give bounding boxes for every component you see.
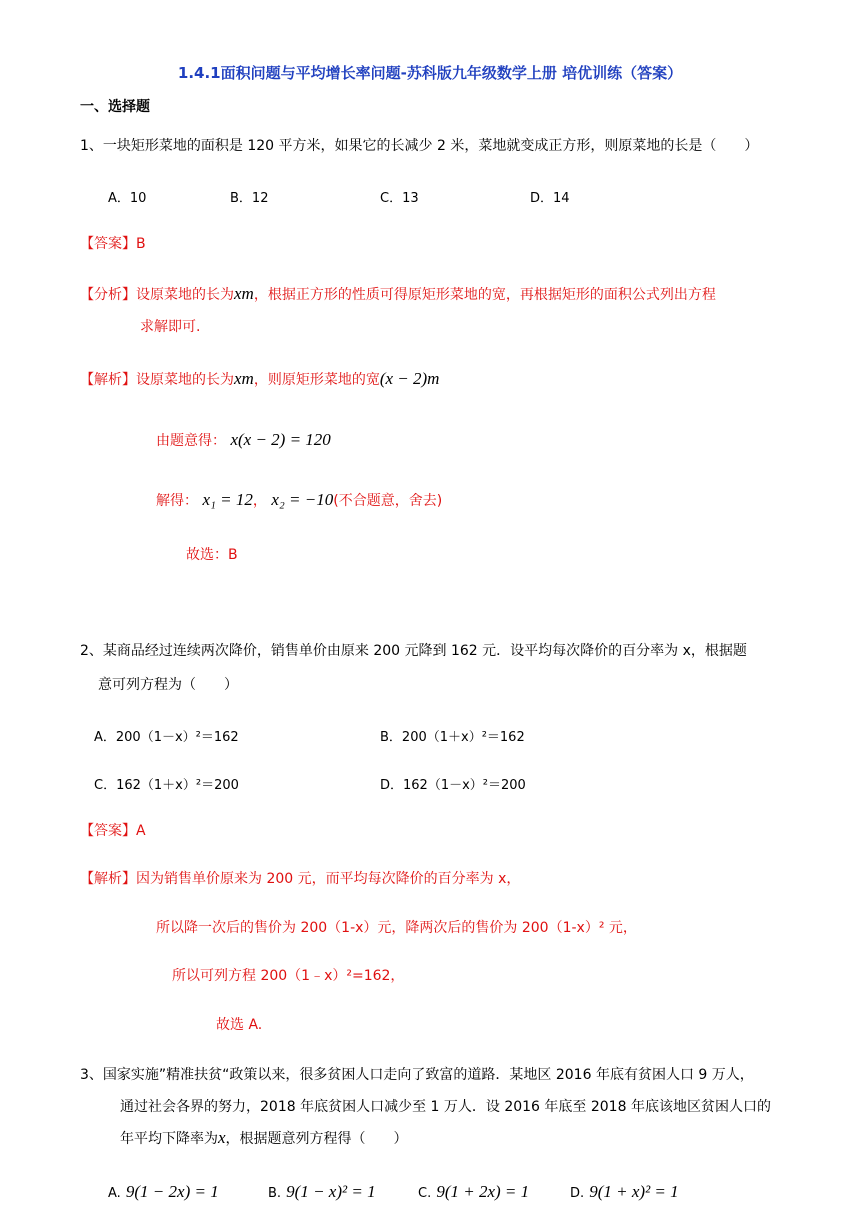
step1-label: 由题意得： [156,433,226,449]
q1-analysis-line1 [80,284,716,305]
q1-step1 [156,430,331,451]
solution-text-b: ，则原矩形菜地的宽 [253,372,380,388]
q2-stem-line1: 2、某商品经过连续两次降价，销售单价由原来 200 元降到 162 元．设平均每次降价的百分率为 x，根据题 [80,643,747,659]
step2-x1: x₁ = 12 [202,490,253,509]
solution-text-a: 设原菜地的长为 [136,372,234,388]
q3-stem-text-b: ，根据题意列方程得（ ） [225,1131,408,1147]
step2-x2: x₂ = −10 [271,490,334,509]
q1-stem: 1、一块矩形菜地的面积是 120 平方米，如果它的长减少 2 米，菜地就变成正方形，则原菜地的长是（ ） [80,138,759,154]
q2-solution-line4: 故选 A. [216,1017,263,1033]
q2-option-a: A．200（1－x）²＝162 [94,730,239,745]
q1-option-a: A．10 [108,191,147,206]
q2-option-b: B．200（1＋x）²＝162 [380,730,525,745]
analysis-tag: 【分析】 [80,287,136,303]
q3-option-d-label: D. [570,1186,585,1201]
q1-choose: 故选：B [186,547,238,563]
q3-option-b-label: B. [268,1186,282,1201]
step2-note: (不合题意，舍去) [333,493,443,509]
q3-option-b [268,1182,376,1202]
q2-option-c: C．162（1＋x）²＝200 [94,778,239,793]
q1-option-b: B．12 [230,191,269,206]
q2-stem-line2: 意可列方程为（ ） [98,677,238,693]
solution-variable: xm [234,369,254,388]
step1-equation: x(x − 2) = 120 [230,430,331,449]
step2-label: 解得： [156,493,198,509]
q3-option-d-eq: 9(1 + x)² = 1 [589,1182,679,1201]
analysis-text-b: ，根据正方形的性质可得原矩形菜地的宽，再根据矩形的面积公式列出方程 [253,287,716,303]
q3-option-d [570,1182,679,1202]
q1-step2 [156,490,442,511]
q3-option-c-label: C. [418,1186,432,1201]
q2-solution-line1 [80,869,520,889]
section-heading: 一、选择题 [80,99,150,115]
solution-tag: 【解析】 [80,372,136,388]
q3-stem-text-a: 年平均下降率为 [120,1131,218,1147]
q3-variable: x [218,1128,226,1147]
q3-stem-line1: 3、国家实施”精准扶贫“政策以来，很多贫困人口走向了致富的道路．某地区 2016 年底有贫困人口 9 万人， [80,1067,754,1083]
q3-option-a-eq: 9(1 − 2x) = 1 [125,1182,219,1201]
q2-solution-tag: 【解析】 [80,871,136,887]
q3-option-b-eq: 9(1 − x)² = 1 [286,1182,376,1201]
q3-option-c [418,1182,529,1202]
step2-separator: ， [252,493,267,509]
q1-answer: 【答案】B [80,236,146,252]
q1-solution-line [80,369,439,390]
q3-stem-line2: 通过社会各界的努力，2018 年底贫困人口减少至 1 万人．设 2016 年底至 2018 年底该地区贫困人口的 [120,1099,771,1115]
q3-stem-line3 [120,1128,408,1149]
q3-option-c-eq: 9(1 + 2x) = 1 [436,1182,530,1201]
q1-option-d: D．14 [530,191,570,206]
analysis-variable: xm [234,284,254,303]
q1-option-c: C．13 [380,191,419,206]
q3-option-a-label: A. [108,1186,121,1201]
q3-option-a [108,1182,219,1202]
q1-analysis-line2: 求解即可. [140,319,201,335]
q2-solution-line3: 所以可列方程 200（1﹣x）²=162， [172,968,405,984]
q2-solution-line2: 所以降一次后的售价为 200（1-x）元，降两次后的售价为 200（1-x）² 元， [156,920,637,936]
q2-answer: 【答案】A [80,823,146,839]
solution-width-expr: (x − 2)m [379,369,440,388]
q2-solution-text: 因为销售单价原来为 200 元，而平均每次降价的百分率为 x， [136,871,521,887]
q2-option-d: D．162（1－x）²＝200 [380,778,526,793]
analysis-text-a: 设原菜地的长为 [136,287,234,303]
page-title: 1.4.1面积问题与平均增长率问题-苏科版九年级数学上册 培优训练（答案） [177,64,683,82]
